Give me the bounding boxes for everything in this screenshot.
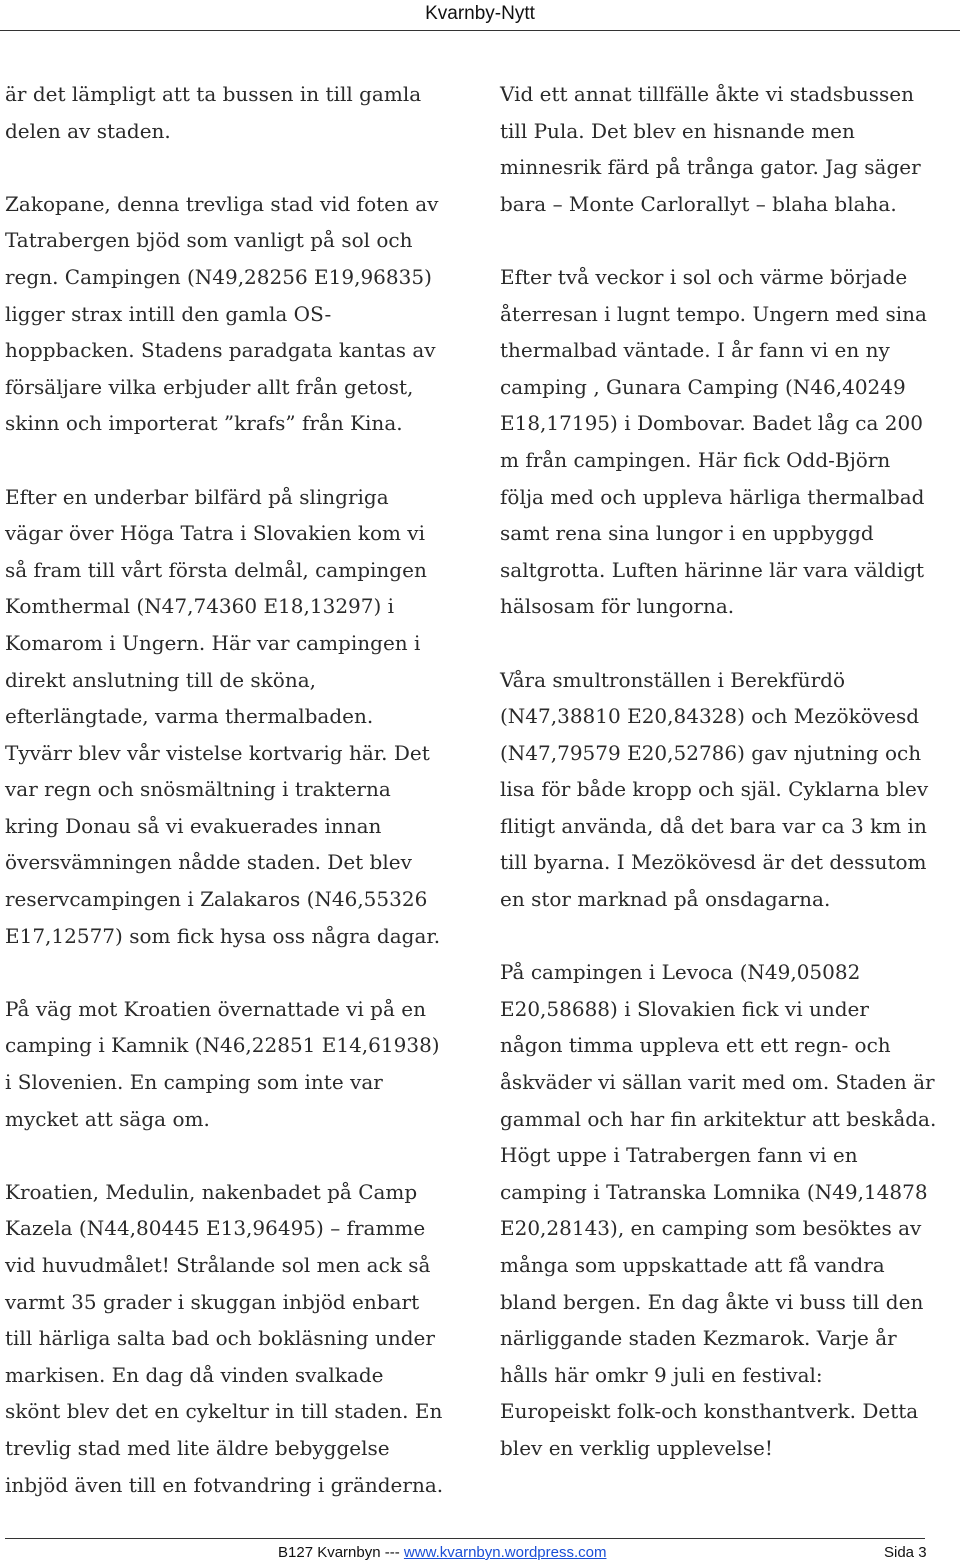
text-line: till Pula. Det blev en hisnande men xyxy=(500,118,855,143)
text-line: flitigt använda, då det bara var ca 3 km in xyxy=(500,813,927,838)
text-line: E20,28143), en camping som besöktes av xyxy=(500,1216,922,1241)
text-line: blev en verklig upplevelse! xyxy=(500,1435,773,1460)
text-line: i Slovenien. En camping som inte var xyxy=(5,1070,383,1095)
text-line: översvämningen nådde staden. Det blev xyxy=(5,850,412,875)
paragraph xyxy=(5,991,445,1137)
text-line: till byarna. I Mezökövesd är det dessutom xyxy=(500,850,927,875)
left-column xyxy=(5,76,445,1540)
text-line: återresan i lugnt tempo. Ungern med sina xyxy=(500,301,927,326)
right-column xyxy=(500,76,940,1503)
text-line: efterlängtade, varma thermalbaden. xyxy=(5,704,374,729)
text-line: lisa för både kropp och själ. Cyklarna blev xyxy=(500,777,929,802)
text-line: Våra smultronställen i Berekfürdö xyxy=(500,667,845,692)
text-line: delen av staden. xyxy=(5,118,171,143)
text-line: så fram till vårt första delmål, campingen xyxy=(5,557,427,582)
text-line: närliggande staden Kezmarok. Varje år xyxy=(500,1326,897,1351)
text-line: inbjöd även till en fotvandring i gränderna. xyxy=(5,1472,444,1497)
paragraph xyxy=(5,1174,445,1503)
text-line: Tatrabergen bjöd som vanligt på sol och xyxy=(5,228,413,253)
header-divider xyxy=(0,30,960,31)
paragraph xyxy=(5,479,445,955)
footer-issue-line xyxy=(278,1543,606,1563)
text-line: skönt blev det en cykeltur in till staden. En xyxy=(5,1399,443,1424)
text-line: mycket att säga om. xyxy=(5,1106,210,1131)
text-line: kring Donau så vi evakuerades innan xyxy=(5,813,382,838)
text-line: camping i Kamnik (N46,22851 E14,61938) xyxy=(5,1033,440,1058)
text-line: (N47,79579 E20,52786) gav njutning och xyxy=(500,740,922,765)
text-line: skinn och importerat ”krafs” från Kina. xyxy=(5,411,403,436)
text-line: regn. Campingen (N49,28256 E19,96835) xyxy=(5,264,432,289)
text-line: trevlig stad med lite äldre bebyggelse xyxy=(5,1435,390,1460)
text-line: På väg mot Kroatien övernattade vi på en xyxy=(5,996,426,1021)
text-line: Efter en underbar bilfärd på slingriga xyxy=(5,484,389,509)
text-line: många som uppskattade att få vandra xyxy=(500,1253,885,1277)
text-line: varmt 35 grader i skuggan inbjöd enbart xyxy=(5,1289,420,1314)
text-line: hälsosam för lungorna. xyxy=(500,594,735,619)
text-line: direkt anslutning till de sköna, xyxy=(5,667,316,692)
text-line: bara – Monte Carlorallyt – blaha blaha. xyxy=(500,191,897,216)
text-line: en stor marknad på onsdagarna. xyxy=(500,887,831,912)
paragraph xyxy=(5,186,445,442)
text-line: m från campingen. Här fick Odd-Björn xyxy=(500,447,891,472)
text-line: Komarom i Ungern. Här var campingen i xyxy=(5,630,421,655)
text-line: Zakopane, denna trevliga stad vid foten av xyxy=(5,191,439,216)
text-line: (N47,38810 E20,84328) och Mezökövesd xyxy=(500,704,920,729)
text-line: E18,17195) i Dombovar. Badet låg ca 200 xyxy=(500,411,923,436)
text-line: Komthermal (N47,74360 E18,13297) i xyxy=(5,594,395,619)
text-line: hoppbacken. Stadens paradgata kantas av xyxy=(5,338,436,363)
running-header xyxy=(0,0,960,30)
footer-divider xyxy=(5,1538,925,1539)
text-line: minnesrik färd på trånga gator. Jag säger xyxy=(500,155,921,180)
text-line: Tyvärr blev vår vistelse kortvarig här. Det xyxy=(5,740,430,765)
text-line: Kazela (N44,80445 E13,96495) – framme xyxy=(5,1216,426,1241)
text-line: försäljare vilka erbjuder allt från getost, xyxy=(5,374,414,399)
text-line: Europeiskt folk-och konsthantverk. Detta xyxy=(500,1399,919,1424)
text-line: åskväder vi sällan varit med om. Staden är xyxy=(500,1070,935,1095)
footer-website-link[interactable]: www.kvarnbyn.wordpress.com xyxy=(403,1544,607,1561)
text-line: vägar över Höga Tatra i Slovakien kom vi xyxy=(5,521,425,546)
text-line: Kroatien, Medulin, nakenbadet på Camp xyxy=(5,1179,418,1204)
text-line: Vid ett annat tillfälle åkte vi stadsbussen xyxy=(500,82,915,106)
newsletter-title: Kvarnby-Nytt xyxy=(425,3,535,24)
text-line: På campingen i Levoca (N49,05082 xyxy=(500,960,861,985)
paragraph xyxy=(500,76,940,222)
text-line: är det lämpligt att ta bussen in till gamla xyxy=(5,82,422,106)
text-line: Efter två veckor i sol och värme började xyxy=(500,264,908,289)
text-line: till härliga salta bad och bokläsning under xyxy=(5,1326,435,1351)
text-line: E20,58688) i Slovakien fick vi under xyxy=(500,996,869,1021)
text-line: thermalbad väntade. I år fann vi en ny xyxy=(500,338,890,363)
paragraph xyxy=(500,259,940,625)
text-line: ligger strax intill den gamla OS- xyxy=(5,301,332,326)
text-line: Högt uppe i Tatrabergen fann vi en xyxy=(500,1143,858,1168)
text-line: någon timma uppleva ett ett regn- och xyxy=(500,1033,891,1058)
text-line: bland bergen. En dag åkte vi buss till den xyxy=(500,1289,924,1314)
footer-issue: B127 Kvarnbyn --- xyxy=(278,1544,400,1561)
text-line: vid huvudmålet! Strålande sol men ack så xyxy=(5,1253,431,1277)
text-line: gammal och har fin arkitektur att beskåda. xyxy=(500,1106,937,1131)
text-line: hålls här omkr 9 juli en festival: xyxy=(500,1362,823,1387)
text-line: camping i Tatranska Lomnika (N49,14878 xyxy=(500,1179,928,1204)
text-line: markisen. En dag då vinden svalkade xyxy=(5,1362,384,1387)
paragraph xyxy=(500,662,940,918)
paragraph xyxy=(5,76,445,149)
text-line: E17,12577) som fick hysa oss några dagar. xyxy=(5,923,441,948)
page-number: Sida 3 xyxy=(884,1544,927,1561)
text-line: samt rena sina lungor i en uppbyggd xyxy=(500,521,874,546)
text-line: reservcampingen i Zalakaros (N46,55326 xyxy=(5,887,428,912)
text-line: var regn och snösmältning i trakterna xyxy=(5,777,391,802)
text-line: följa med och uppleva härliga thermalbad xyxy=(500,484,925,509)
text-line: camping , Gunara Camping (N46,40249 xyxy=(500,374,906,399)
text-line: saltgrotta. Luften härinne lär vara väldigt xyxy=(500,557,925,582)
paragraph xyxy=(500,954,940,1466)
